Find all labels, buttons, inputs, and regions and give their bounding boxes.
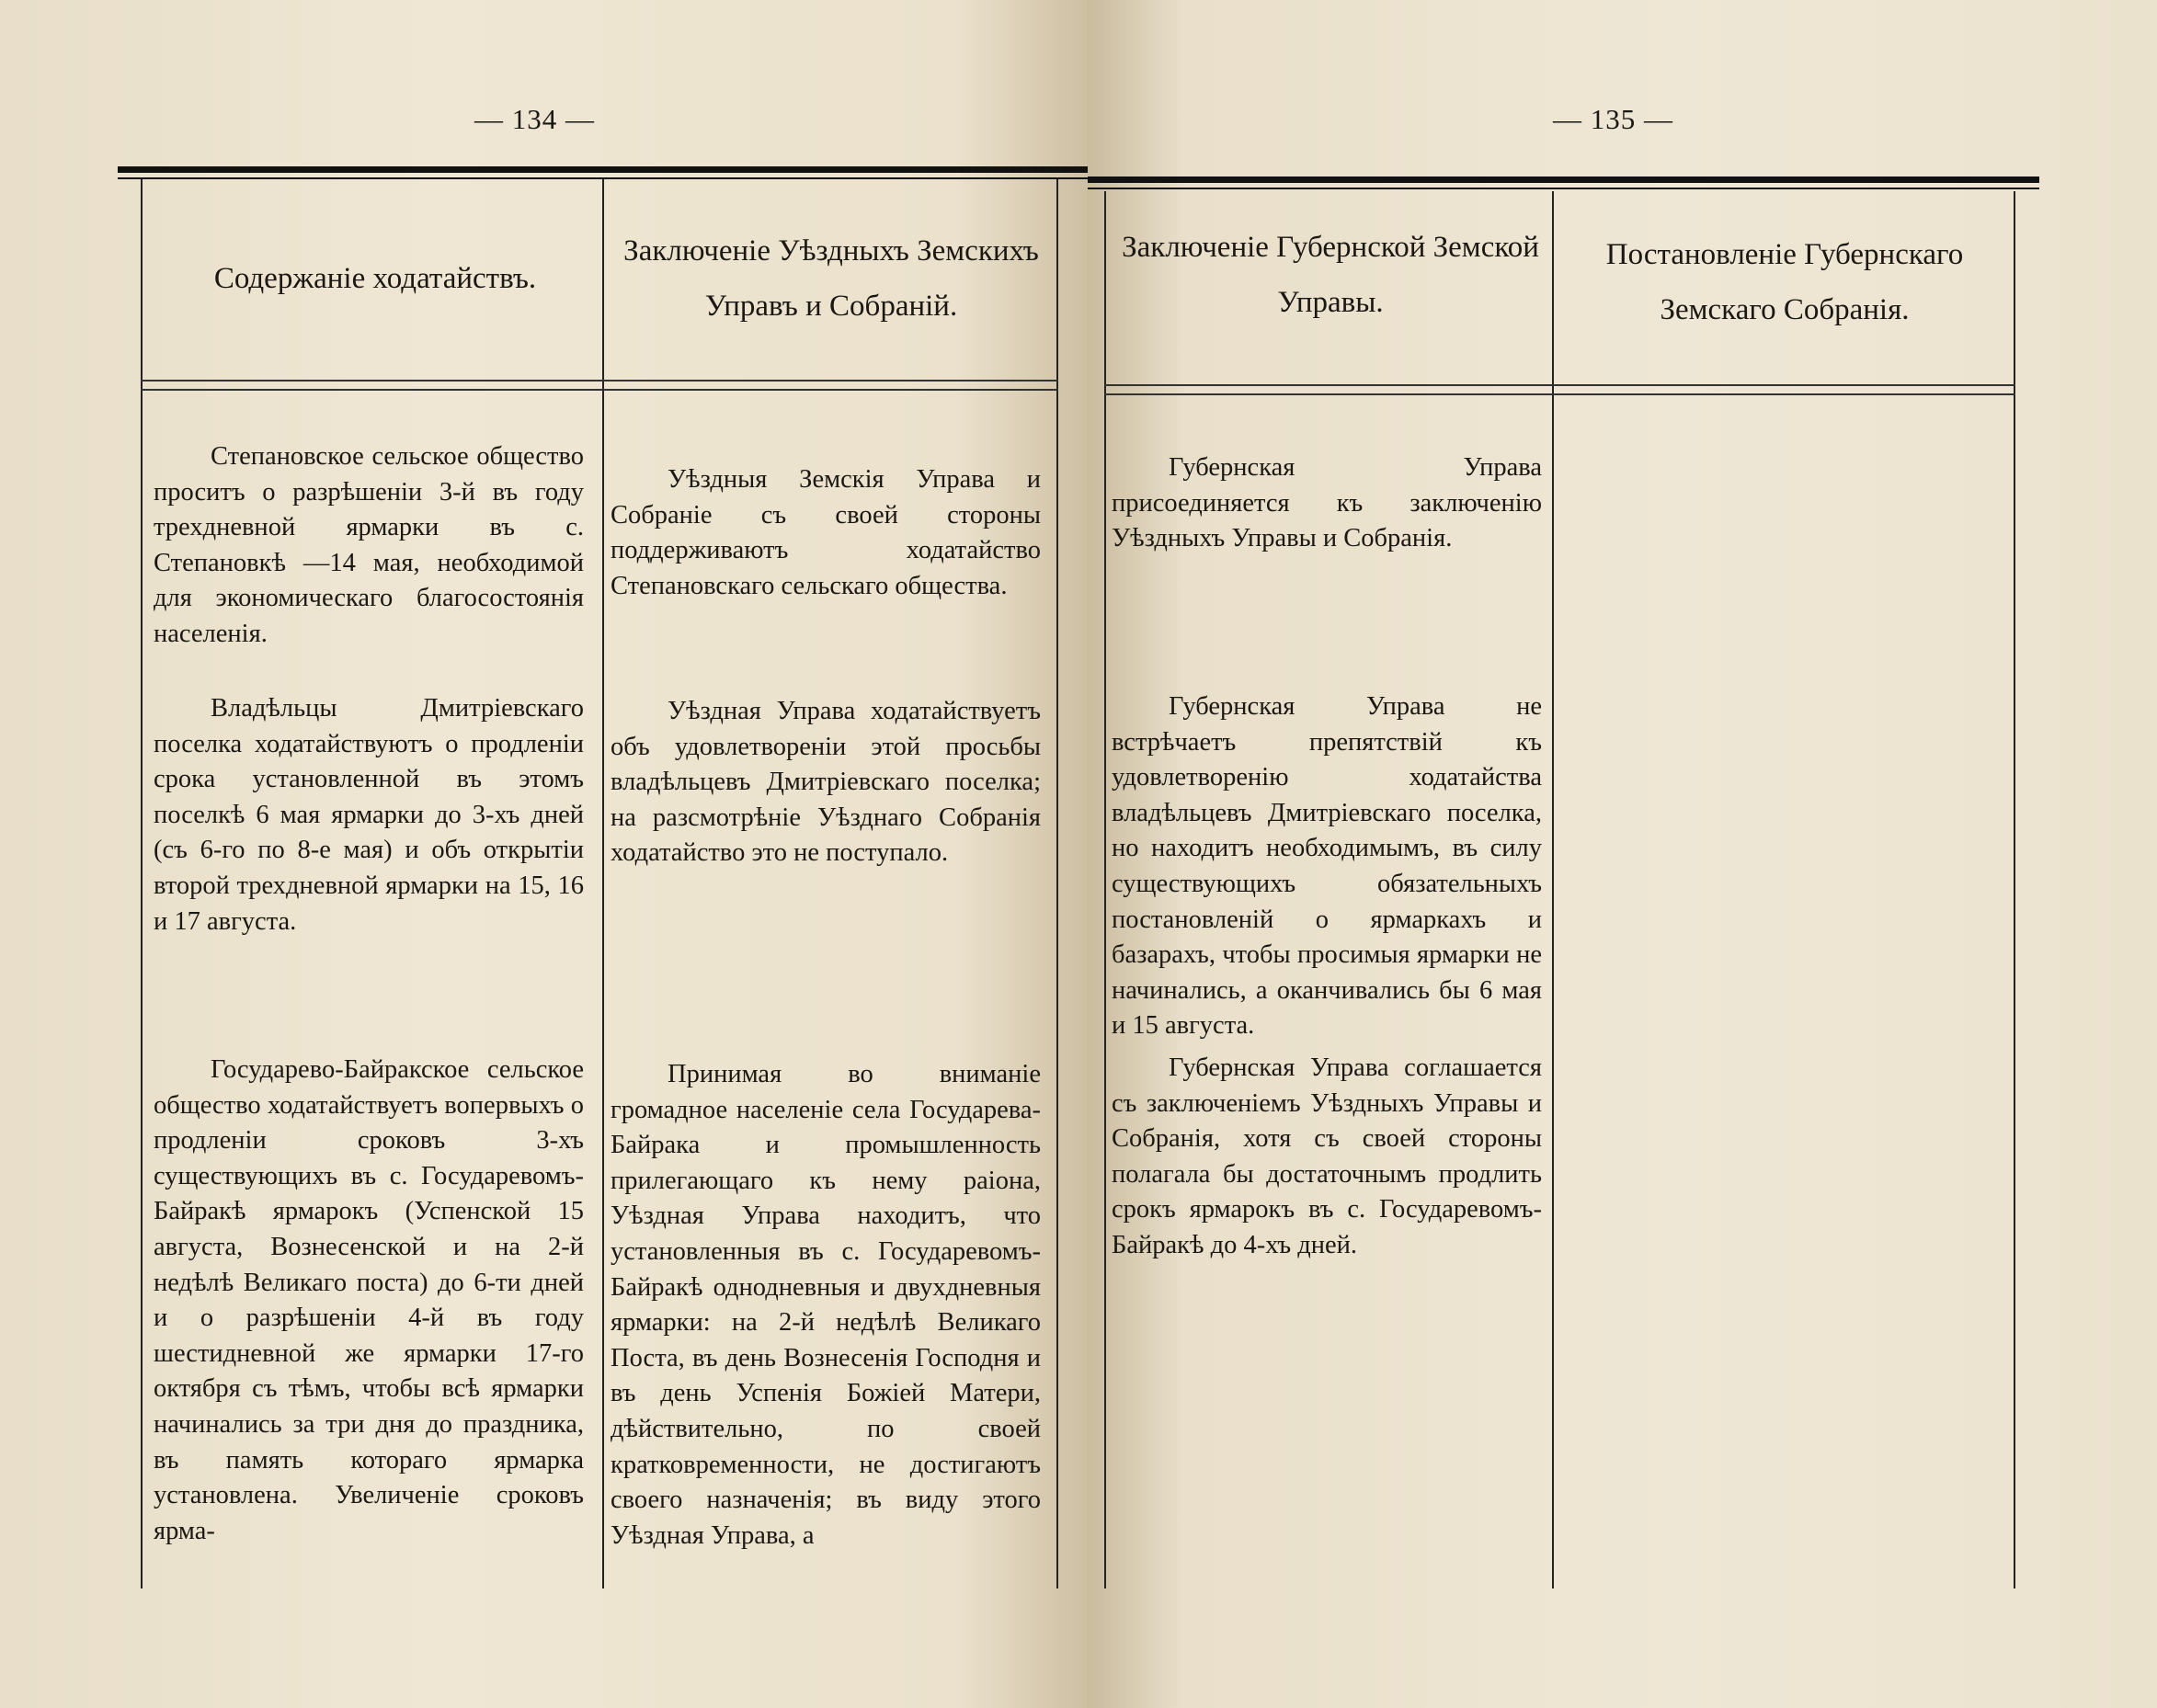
right-page — [1088, 0, 2157, 1708]
page-number-right: — 135 — — [1553, 103, 1673, 135]
provincial-conclusion-dmitrievsky: Губернская Управа не встрѣчаетъ препятствій къ удовлетворенію ходатайства владѣльцевъ Дмитріевскаго поселка, но находитъ необходимымъ, въ силу существующихъ обязательныхъ постановленій о ярмаркахъ и базарахъ, чтобы просимыя ярмарки не начинались, а оканчивались бы 6 мая и 15 августа. — [1112, 692, 1542, 1041]
district-conclusion-dmitrievsky: Уѣздная Управа ходатайствуетъ объ удовлетвореніи этой просьбы владѣльцевъ Дмитріевскаго поселка; на разсмотрѣніе Уѣзднаго Собранія ходатайство это не поступало. — [611, 697, 1041, 868]
header-petition-content: Содержаніе ходатайствъ. — [213, 262, 537, 295]
header-rule-right-2 — [1104, 393, 2015, 395]
header-provincial-assembly-decision: Постановленіе Губернскаго Земскаго Собранія. — [1605, 238, 1964, 326]
provincial-conclusion-stepanovka: Губернская Управа присоединяется къ заключенію Уѣздныхъ Управы и Собранія. — [1112, 453, 1542, 553]
district-conclusion-gosudarevo-bayrak: Принимая во вниманіе громадное населеніе села Государева-Байрака и промышленность прилегающаго къ нему раіона, Уѣздная Управа находитъ, что установленныя въ с. Государевомъ-Байракѣ однодневныя и двухдневныя ярмарки: на 2-й недѣлѣ Великаго Поста, въ день Вознесенія Господня и въ день Успенія Божіей Матери, дѣйствительно, по своей кратковременности, не достигаютъ своего назначенія; въ виду этого Уѣздная Управа, а — [611, 1060, 1041, 1550]
column-divider-right — [1552, 191, 1554, 1588]
petition-dmitrievsky: Владѣльцы Дмитріевскаго поселка ходатайствуютъ о продленіи срока установленной въ этомъ поселкѣ 6 мая ярмарки до 3-хъ дней (съ 6-го по 8-е мая) и объ открытіи второй трехдневной ярмарки на 15, 16 и 17 августа. — [154, 694, 584, 936]
provincial-conclusion-gosudarevo-bayrak: Губернская Управа соглашается съ заключеніемъ Уѣздныхъ Управы и Собранія, хотя съ своей стороны полагала бы достаточнымъ продлить срокъ ярмарокъ въ с. Государевомъ-Байракѣ до 4-хъ дней. — [1112, 1053, 1542, 1259]
header-rule-left — [141, 380, 1058, 381]
header-rule-left-2 — [141, 389, 1058, 391]
header-provincial-board-conclusion: Заключеніе Губернской Земской Управы. — [1122, 231, 1539, 319]
petition-gosudarevo-bayrak: Государево-Байракское сельское общество ходатайствуетъ вопервыхъ о продленіи сроковъ 3-хъ существующихъ въ с. Государевомъ-Байракѣ ярмарокъ (Успенской 15 августа, Вознесенской и на 2-й недѣлѣ Великаго поста) до 6-ти дней и о разрѣшеніи 4-й въ году шестидневной же ярмарки 17-го октября съ тѣмъ, чтобы всѣ ярмарки начинались за три дня до праздника, въ память котораго ярмарка установлена. Увеличеніе сроковъ ярма- — [154, 1055, 584, 1545]
district-conclusion-stepanovka: Уѣздныя Земскія Управа и Собраніе съ своей стороны поддерживаютъ ходатайство Степановскаго сельскаго общества. — [611, 465, 1041, 600]
table-border-right — [2014, 191, 2015, 1588]
table-border-inner-right — [1104, 191, 1106, 1588]
header-rule-right — [1104, 384, 2015, 386]
page-number-left: — 134 — — [474, 103, 595, 135]
header-district-conclusion: Заключеніе Уѣздныхъ Земскихъ Управъ и Собраній. — [623, 234, 1039, 323]
petition-stepanovka: Степановское сельское общество проситъ о разрѣшеніи 3-й въ году трехдневной ярмарки въ с. Степановкѣ —14 мая, необходимой для экономическаго благосостоянія населенія. — [154, 442, 584, 648]
top-rule-right-thin — [1088, 188, 2039, 189]
top-rule-right — [1088, 176, 2039, 183]
top-rule-left — [118, 166, 1088, 173]
